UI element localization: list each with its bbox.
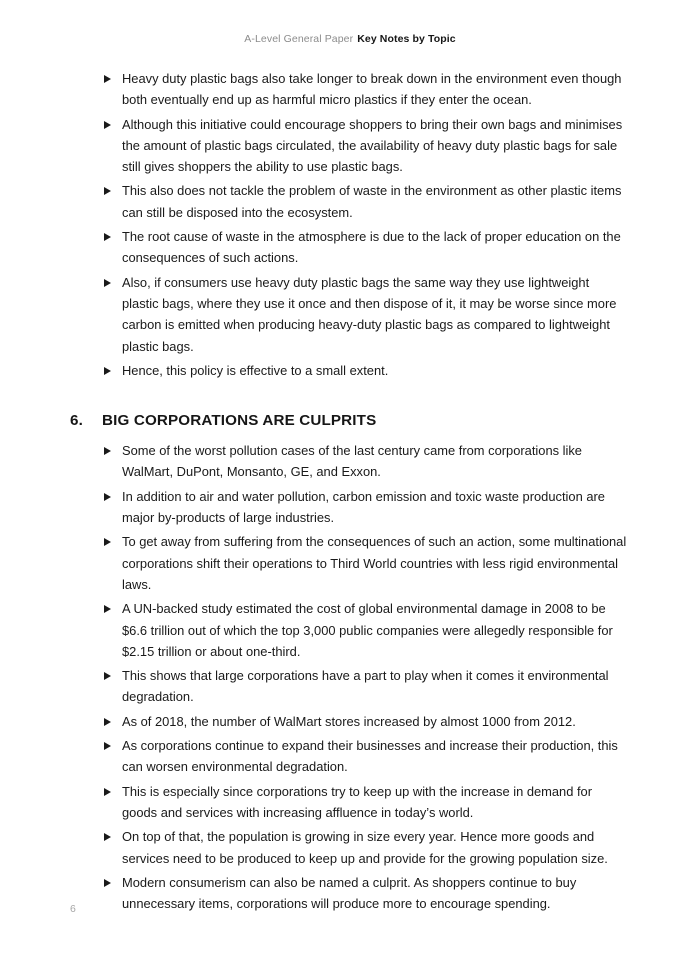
list-item xyxy=(70,440,628,483)
list-item xyxy=(70,114,628,178)
triangle-right-icon xyxy=(104,598,116,613)
triangle-right-icon xyxy=(104,440,116,455)
list-item-text: As corporations continue to expand their businesses and increase their production, this can worsen environmental degradation. xyxy=(122,738,618,775)
triangle-right-icon xyxy=(104,180,116,195)
list-item xyxy=(70,360,628,381)
list-item-text: Hence, this policy is effective to a small extent. xyxy=(122,362,389,378)
list-item xyxy=(70,711,628,732)
header-subtitle: Key Notes by Topic xyxy=(357,33,456,45)
triangle-right-icon xyxy=(104,486,116,501)
list-item xyxy=(70,180,628,223)
list-item xyxy=(70,665,628,708)
list-item-text: Some of the worst pollution cases of the last century came from corporations like WalMart, DuPont, Monsanto, GE, and Exxon. xyxy=(122,443,582,480)
list-item-text: This shows that large corporations have a part to play when it comes it environmental degradation. xyxy=(122,668,609,705)
triangle-right-icon xyxy=(104,826,116,841)
page-content xyxy=(70,68,628,917)
triangle-right-icon xyxy=(104,272,116,287)
list-item xyxy=(70,68,628,111)
list-item xyxy=(70,598,628,662)
list-item-text: This is especially since corporations try to keep up with the increase in demand for goods and services with increasing affluence in today’s world. xyxy=(122,783,593,820)
section-number: 6. xyxy=(70,412,83,430)
triangle-right-icon xyxy=(104,360,116,375)
header-book-title: A-Level General Paper xyxy=(244,33,354,45)
triangle-right-icon xyxy=(104,226,116,241)
triangle-right-icon xyxy=(104,735,116,750)
triangle-right-icon xyxy=(104,711,116,726)
list-item-text: On top of that, the population is growing in size every year. Hence more goods and services need to be produced to keep up and provide for the growing population size. xyxy=(122,829,608,866)
triangle-right-icon xyxy=(104,872,116,887)
triangle-right-icon xyxy=(104,114,116,129)
list-item xyxy=(70,872,628,915)
list-item-text: In addition to air and water pollution, carbon emission and toxic waste production are major by-products of large industries. xyxy=(122,488,605,526)
triangle-right-icon xyxy=(104,665,116,680)
list-item xyxy=(70,781,628,824)
list-item-text: The root cause of waste in the atmosphere is due to the lack of proper education on the consequences of such actions. xyxy=(122,229,621,266)
page-number: 6 xyxy=(70,903,76,915)
list-item xyxy=(70,486,628,529)
list-item-text: Heavy duty plastic bags also take longer to break down in the environment even though both eventually end up as harmful micro plastics if they enter the ocean. xyxy=(122,71,622,108)
list-item xyxy=(70,735,628,778)
top-bullet-list xyxy=(70,68,628,381)
triangle-right-icon xyxy=(104,531,116,546)
triangle-right-icon xyxy=(104,781,116,796)
list-item xyxy=(70,226,628,269)
list-item-text: To get away from suffering from the consequences of such an action, some multinational corporations shift their operations to Third World countries with less rigid environmental laws. xyxy=(122,534,627,592)
section-bullet-block xyxy=(70,440,628,914)
triangle-right-icon xyxy=(104,68,116,83)
section-bullet-list xyxy=(70,440,628,914)
list-item-text: Although this initiative could encourage shoppers to bring their own bags and minimises the amount of plastic bags circulated, the availability of heavy duty plastic bags for sale still gives shoppers the ability to use plastic bags. xyxy=(122,116,623,175)
list-item-text: This also does not tackle the problem of waste in the environment as other plastic items can still be disposed into the ecosystem. xyxy=(122,183,622,220)
section-title: BIG CORPORATIONS ARE CULPRITS xyxy=(102,412,377,430)
running-header xyxy=(0,32,700,46)
list-item-text: Also, if consumers use heavy duty plastic bags the same way they use lightweight plastic bags, where they use it once and then dispose of it, it may be worse since more carbon is emitted when producing heavy-duty plastic bags as compared to lightweight plastic bags. xyxy=(122,274,617,354)
list-item xyxy=(70,531,628,595)
list-item xyxy=(70,826,628,869)
list-item-text: Modern consumerism can also be named a culprit. As shoppers continue to buy unnecessary items, corporations will produce more to encourage spending. xyxy=(122,874,577,912)
list-item-text: As of 2018, the number of WalMart stores increased by almost 1000 from 2012. xyxy=(122,713,576,729)
list-item xyxy=(70,272,628,357)
section-heading xyxy=(70,410,628,431)
intro-bullet-block xyxy=(70,68,628,381)
list-item-text: A UN-backed study estimated the cost of global environmental damage in 2008 to be $6.6 trillion out of which the top 3,000 public companies were allegedly responsible for $2.15 trillion or about one-third. xyxy=(122,601,613,659)
